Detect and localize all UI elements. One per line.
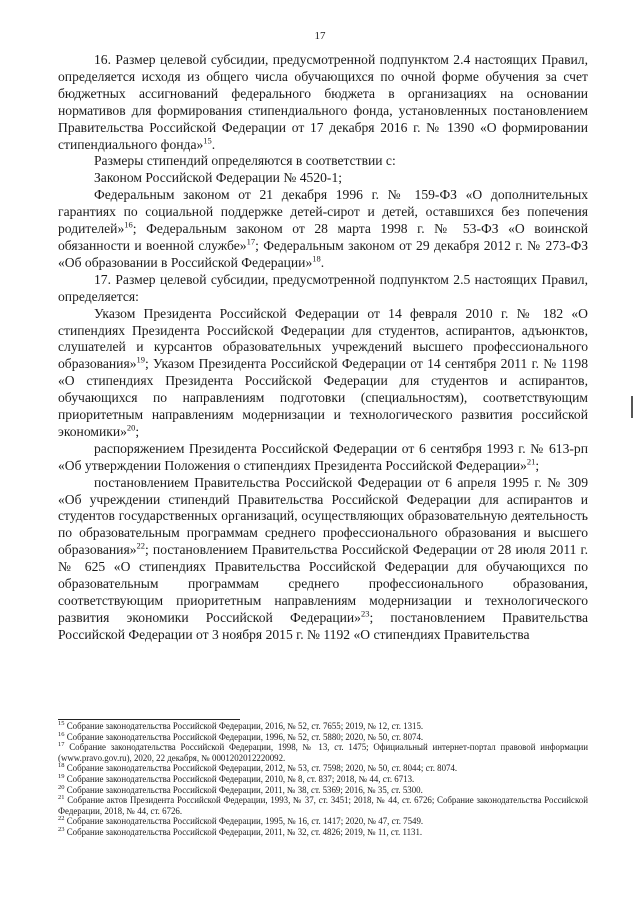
footnote <box>58 785 588 796</box>
paragraph-text: Размеры стипендий определяются в соответствии с: <box>94 153 396 169</box>
footnote-text: Собрание законодательства Российской Федерации, 2011, № 38, ст. 5369; 2016, № 35, ст. 5300. <box>66 784 423 795</box>
paragraph-text: Законом Российской Федерации № 4520-1; <box>94 170 343 186</box>
paragraph-text: ; Указом Президента Российской Федерации от 14 сентября 2011 г. № 1198 «О стипендиях Президента Российской Федерации для студентов и аспирантов, обучающихся по направлениям подготовки (специальностям), соответствующим приоритетным направлениям модернизации и технологического развития российской экономики» <box>58 356 588 439</box>
footnote-reference: 21 <box>526 456 536 467</box>
footnote-text: Собрание законодательства Российской Федерации, 2011, № 32, ст. 4826; 2019, № 11, ст. 1131. <box>66 826 423 837</box>
footnote <box>58 732 588 743</box>
footnote-text: Собрание законодательства Российской Федерации, 1995, № 16, ст. 1417; 2020, № 47, ст. 7549. <box>66 816 424 827</box>
footnote <box>58 742 588 763</box>
paragraph <box>58 441 588 475</box>
paragraph <box>58 153 588 170</box>
paragraph <box>58 52 588 153</box>
footnote-text: Собрание законодательства Российской Федерации, 2012, № 53, ст. 7598; 2020, № 50, ст. 8044; ст. 8074. <box>66 763 458 774</box>
footnote-text: Собрание актов Президента Российской Федерации, 1993, № 37, ст. 3451; 2018, № 44, ст. 6726; Собрание законодательства Российской Федерации, 2018, № 44, ст. 6726. <box>58 795 588 816</box>
paragraph-text: ; <box>535 457 540 473</box>
footnote <box>58 721 588 732</box>
paragraph-text: . <box>320 254 325 270</box>
footnote <box>58 795 588 816</box>
paragraph-text: распоряжением Президента Российской Федерации от 6 сентября 1993 г. № 613-рп «Об утверждении Положения о стипендиях Президента Российской Федерации» <box>58 440 588 473</box>
paragraph-text: Федеральным законом от 21 декабря 1996 г. № 159-ФЗ «О дополнительных гарантиях по социальной поддержке детей-сирот и детей, оставшихся без попечения родителей» <box>58 187 588 237</box>
footnote <box>58 774 588 785</box>
footnote-number: 15 <box>58 720 65 728</box>
paragraph-text: ; Федеральным законом от 28 марта 1998 г. № 53-ФЗ «О воинской обязанности и военной службе» <box>58 221 588 253</box>
footnote-divider <box>58 719 240 720</box>
footnote-reference: 19 <box>136 354 146 365</box>
paragraph <box>58 306 588 441</box>
paragraph-text: 16. Размер целевой субсидии, предусмотренной подпунктом 2.4 настоящих Правил, определяется исходя из общего числа обучающихся по очной форме обучения за счет бюджетных ассигнований федерального бюджета в организациях на основании нормативов для формирования стипендиального фонда, установленных постановлением Правительства Российской Федерации от 17 декабря 2016 г. № 1390 «О формировании стипендиального фонда» <box>58 52 588 152</box>
footnotes <box>58 721 588 838</box>
page-number: 17 <box>314 30 326 42</box>
footnote-number: 16 <box>58 730 65 738</box>
paragraph-text: ; постановлением Правительства Российской Федерации от 28 июля 2011 г. № 625 «О стипендиях Правительства Российской Федерации для обучающихся по образовательным программам среднего профессионального образования, соответствующим приоритетным направлениям модернизации и технологического развития экономики Российской Федерации» <box>58 542 588 625</box>
footnote <box>58 763 588 774</box>
paragraph-text: 17. Размер целевой субсидии, предусмотренной подпунктом 2.5 настоящих Правил, определяется: <box>58 271 588 304</box>
footnote-text: Собрание законодательства Российской Федерации, 1996, № 52, ст. 5880; 2020, № 50, ст. 8074. <box>66 731 424 742</box>
paragraph-text: ; <box>135 423 140 439</box>
footnote-reference: 17 <box>246 236 256 247</box>
footnote-number: 21 <box>58 794 65 802</box>
footnote-number: 20 <box>58 783 65 791</box>
footnote-reference: 22 <box>136 540 146 551</box>
paragraph-text: . <box>211 136 216 152</box>
footnote-number: 18 <box>58 762 65 770</box>
footnote <box>58 827 588 838</box>
footnote-reference: 16 <box>124 219 133 230</box>
footnote-text: Собрание законодательства Российской Федерации, 2016, № 52, ст. 7655; 2019, № 12, ст. 1315. <box>66 721 424 731</box>
footnote-reference: 18 <box>312 253 321 264</box>
document-body <box>58 52 588 644</box>
paragraph-text: постановлением Правительства Российской Федерации от 6 апреля 1995 г. № 309 «Об учреждении стипендий Правительства Российской Федерации для аспирантов и студентов государственных организаций, осуществляющих образовательную деятельность по образовательным программам среднего профессионального образования и высшего образования» <box>58 474 588 558</box>
paragraph <box>58 170 588 187</box>
paragraph <box>58 187 588 272</box>
footnote-number: 17 <box>58 741 65 749</box>
footnote-number: 23 <box>58 825 65 833</box>
footnote-text: Собрание законодательства Российской Федерации, 2010, № 8, ст. 837; 2018, № 44, ст. 6713. <box>66 773 415 784</box>
paragraph <box>58 272 588 306</box>
footnote <box>58 816 588 827</box>
footnote-number: 22 <box>58 815 65 823</box>
paragraph-text: ; Федеральным законом от 29 декабря 2012 г. № 273-ФЗ «Об образовании в Российской Федерации» <box>58 237 589 270</box>
paragraph-text: ; постановлением Правительства Российской Федерации от 3 ноября 2015 г. № 1192 «О стипендиях Правительства <box>58 609 588 642</box>
footnote-text: Собрание законодательства Российской Федерации, 1998, № 13, ст. 1475; Официальный интернет-портал правовой информации (www.pravo.gov.ru), 2020, 22 декабря, № 0001202012220092. <box>58 742 588 763</box>
footnote-reference: 23 <box>360 608 370 619</box>
footnote-reference: 20 <box>126 422 136 433</box>
footnote-number: 19 <box>58 773 65 780</box>
paragraph <box>58 475 588 644</box>
footnote-reference: 15 <box>203 135 212 145</box>
scan-edge-mark <box>631 396 633 418</box>
paragraph-text: Указом Президента Российской Федерации от 14 февраля 2010 г. № 182 «О стипендиях Президента Российской Федерации для студентов, аспирантов, адъюнктов, слушателей и курсантов образовательных учреждений высшего профессионального образования» <box>58 305 588 372</box>
